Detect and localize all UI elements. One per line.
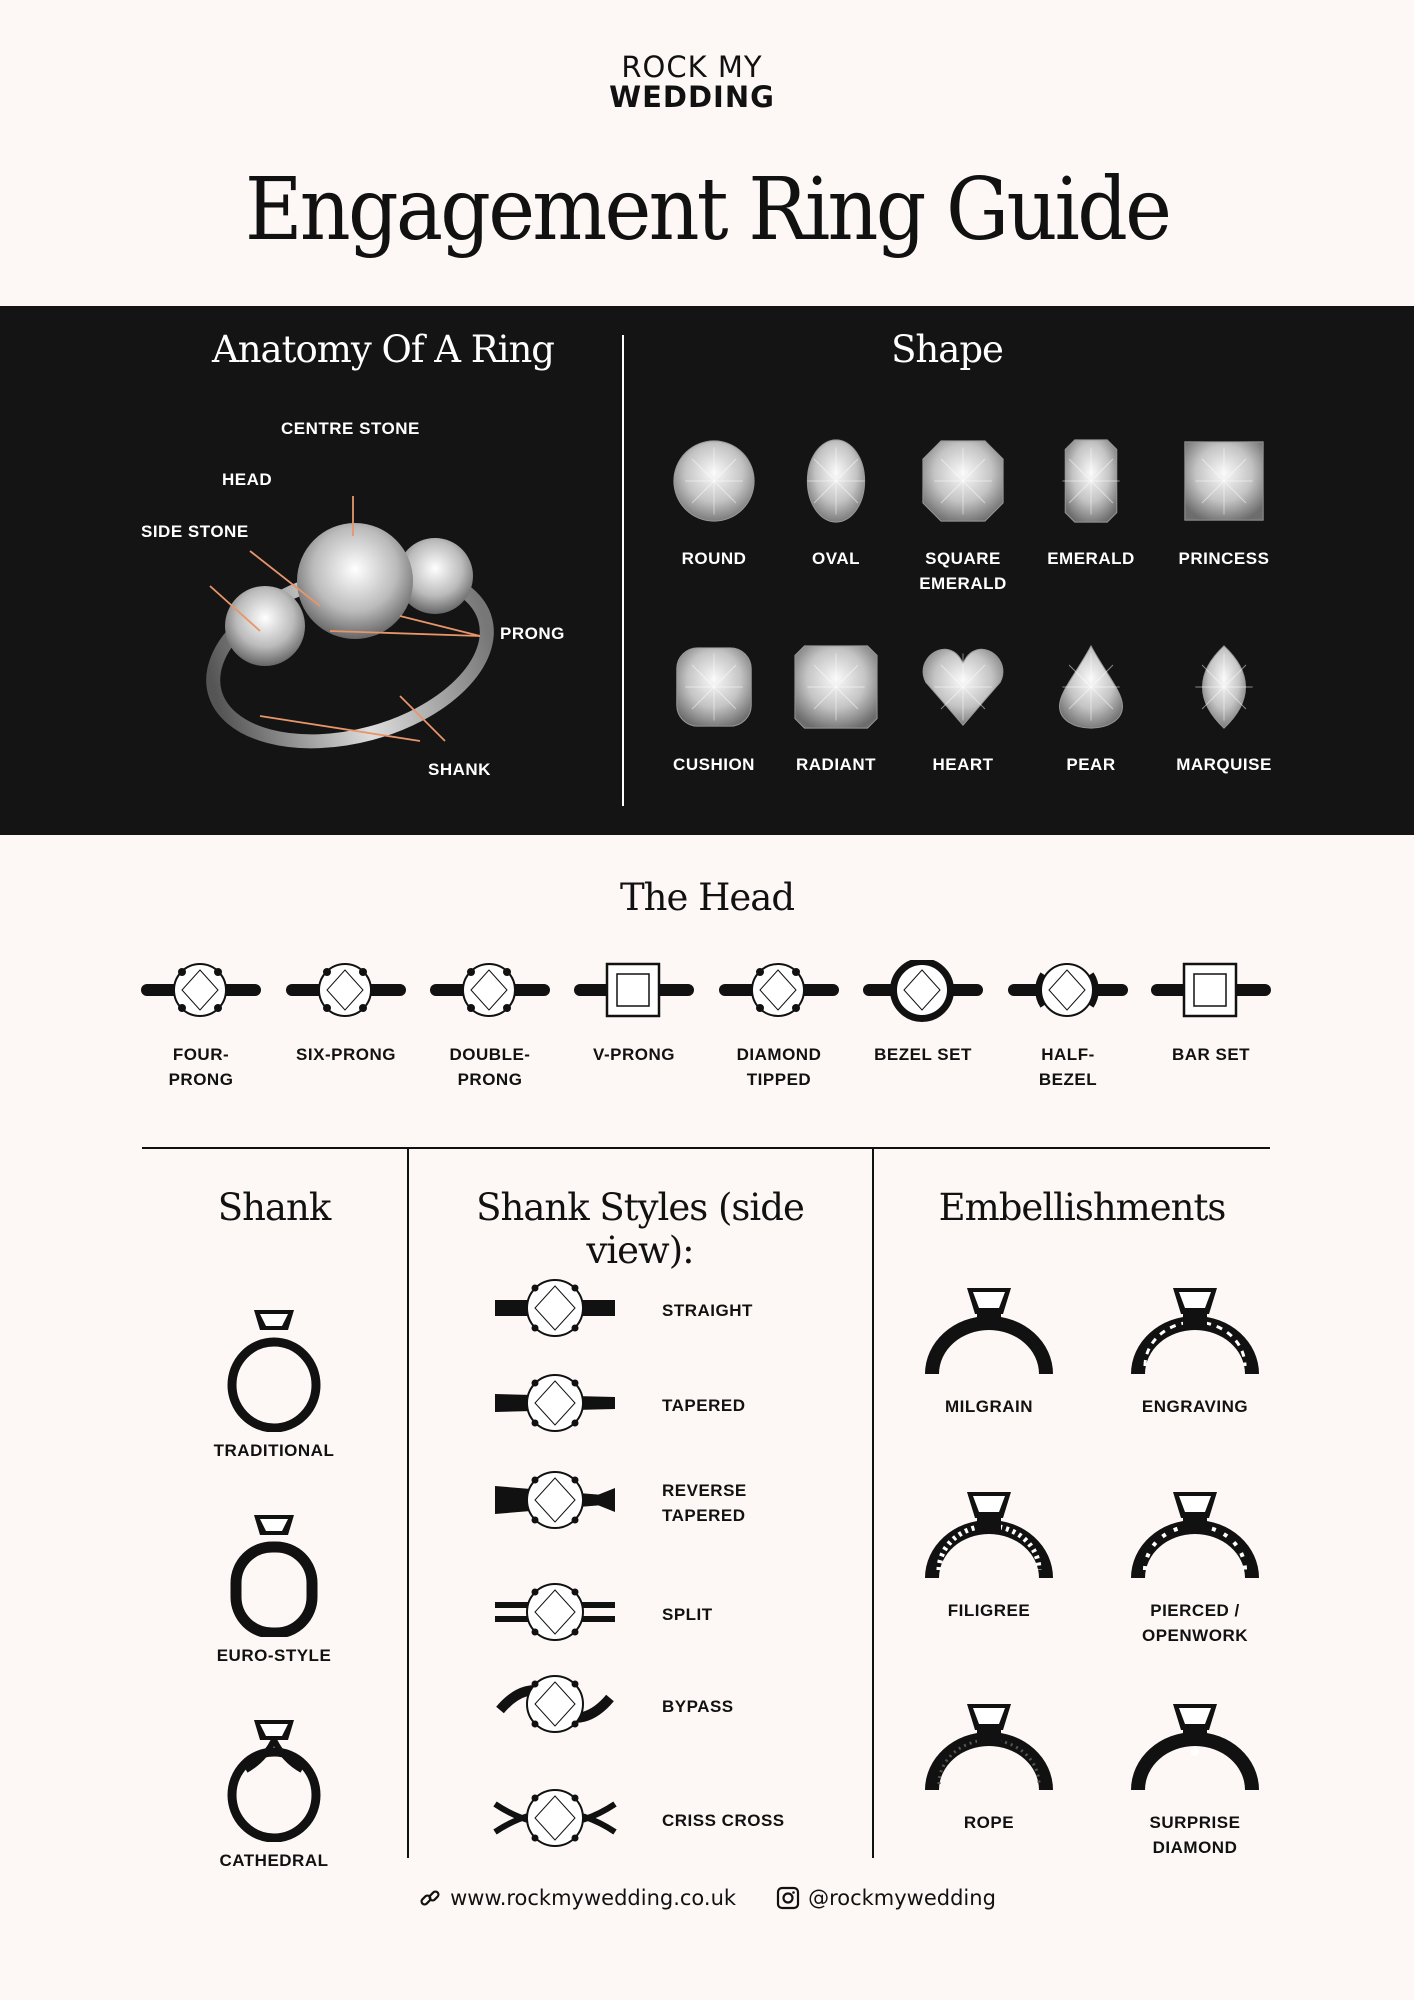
instagram-icon (776, 1886, 800, 1910)
round-gem-icon (671, 432, 757, 532)
double-prong-setting-icon (429, 960, 551, 1022)
shape-cushion (654, 638, 774, 777)
shape-emerald (1031, 432, 1151, 571)
shank-style-label: TAPERED (662, 1396, 746, 1415)
filigree-ring-icon (919, 1488, 1059, 1580)
oval-gem-icon (793, 432, 879, 532)
shank-title: Shank (217, 1186, 331, 1229)
shank-cathedral (184, 1710, 364, 1873)
shape-radiant (776, 638, 896, 777)
traditional-shank-icon (224, 1300, 324, 1432)
pear-gem-icon (1048, 638, 1134, 738)
shank-style-label: SPLIT (662, 1605, 713, 1624)
head-label: DOUBLE-PRONG (449, 1045, 531, 1089)
v-prong-setting-icon (573, 960, 695, 1022)
half-bezel-setting-icon (1007, 960, 1129, 1022)
straight-style-icon (480, 1274, 640, 1347)
embellishment-label: ENGRAVING (1141, 1397, 1249, 1416)
shape-label: SQUARE EMERALD (919, 549, 1007, 593)
square-emerald-gem-icon (920, 432, 1006, 532)
website-link[interactable] (418, 1886, 736, 1910)
embellishment-rope (919, 1700, 1059, 1835)
head-label: DIAMOND TIPPED (736, 1045, 822, 1089)
shape-label: CUSHION (673, 755, 755, 774)
instagram-link[interactable] (776, 1886, 996, 1910)
shape-heart (903, 638, 1023, 777)
shank-style-label: STRAIGHT (662, 1301, 753, 1320)
embellishment-label: ROPE (963, 1813, 1015, 1832)
engraving-ring-icon (1125, 1284, 1265, 1376)
embellishment-label: SURPRISE DIAMOND (1149, 1813, 1241, 1857)
criss-cross-style-icon (480, 1784, 640, 1857)
shank-euro-style (184, 1505, 364, 1668)
shank-style-straight (480, 1274, 822, 1347)
diamond-tipped-setting-icon (718, 960, 840, 1022)
shank-style-label: CRISS CROSS (662, 1811, 785, 1830)
shape-label: HEART (932, 755, 994, 774)
shape-label: EMERALD (1047, 549, 1135, 568)
embellishment-pierced (1125, 1488, 1265, 1648)
head-label: HALF-BEZEL (1038, 1045, 1098, 1089)
shank-style-label: REVERSE TAPERED (662, 1480, 747, 1525)
column-divider-1 (407, 1148, 409, 1858)
embellishment-engraving (1105, 1284, 1285, 1419)
link-icon (418, 1886, 442, 1910)
rope-ring-icon (919, 1700, 1059, 1792)
four-prong-setting-icon (140, 960, 262, 1022)
bar-set-setting-icon (1150, 960, 1272, 1022)
head-title: The Head (619, 876, 795, 919)
website-text: www.rockmywedding.co.uk (450, 1886, 737, 1910)
shape-square-emerald (913, 432, 1013, 596)
logo (0, 52, 1384, 112)
shape-title: Shape (891, 328, 1003, 371)
cushion-gem-icon (671, 638, 757, 738)
embellishment-milgrain (899, 1284, 1079, 1419)
footer (0, 1886, 1414, 1910)
embellishment-filigree (899, 1488, 1079, 1623)
embellishment-label: MILGRAIN (944, 1397, 1034, 1416)
embellishments-title: Embellishments (938, 1186, 1226, 1229)
princess-gem-icon (1181, 432, 1267, 532)
shape-round (654, 432, 774, 571)
head-diamond-tipped (718, 960, 840, 1092)
embellishment-label: FILIGREE (947, 1601, 1031, 1620)
cathedral-shank-icon (224, 1710, 324, 1842)
pierced-ring-icon (1125, 1488, 1265, 1580)
shape-label: OVAL (812, 549, 860, 568)
heart-gem-icon (920, 638, 1006, 738)
label-centre-stone: CENTRE STONE (281, 419, 420, 438)
head-label: SIX-PRONG (296, 1045, 396, 1064)
marquise-gem-icon (1181, 638, 1267, 738)
head-v-prong (573, 960, 695, 1067)
head-label: BEZEL SET (874, 1045, 972, 1064)
shape-pear (1031, 638, 1151, 777)
split-style-icon (480, 1578, 640, 1651)
reverse-tapered-style-icon (480, 1466, 640, 1539)
instagram-text: @rockmywedding (808, 1886, 996, 1910)
shank-style-split (480, 1578, 822, 1651)
shape-label: ROUND (681, 549, 747, 568)
shape-label: MARQUISE (1176, 755, 1272, 774)
logo-line-2: WEDDING (609, 80, 775, 114)
shank-styles-title: Shank Styles (side view): (476, 1186, 804, 1272)
head-bar-set (1150, 960, 1272, 1067)
head-bezel-set (862, 960, 984, 1067)
embellishment-label: PIERCED / OPENWORK (1142, 1601, 1248, 1645)
page-title: Engagement Ring Guide (244, 160, 1170, 260)
embellishment-surprise-diamond (1125, 1700, 1265, 1860)
head-double-prong (429, 960, 551, 1092)
radiant-gem-icon (793, 638, 879, 738)
shank-style-reverse-tapered (480, 1466, 762, 1539)
milgrain-ring-icon (919, 1284, 1059, 1376)
shape-label: RADIANT (796, 755, 876, 774)
shank-style-label: BYPASS (662, 1697, 734, 1716)
shank-style-criss-cross (480, 1784, 822, 1857)
surprise-diamond-ring-icon (1125, 1700, 1265, 1792)
section-divider (142, 1147, 1270, 1149)
bezel-set-setting-icon (862, 960, 984, 1022)
anatomy-title: Anatomy Of A Ring (212, 328, 554, 371)
logo-line-1: ROCK MY (621, 50, 763, 84)
emerald-gem-icon (1048, 432, 1134, 532)
shank-label: TRADITIONAL (213, 1441, 335, 1460)
label-head: HEAD (222, 470, 273, 489)
shank-label: CATHEDRAL (219, 1851, 329, 1870)
shape-label: PEAR (1066, 755, 1116, 774)
head-label: BAR SET (1171, 1045, 1251, 1064)
head-label: V-PRONG (593, 1045, 675, 1064)
label-prong: PRONG (500, 624, 565, 643)
shape-marquise (1164, 638, 1284, 777)
shape-label: PRINCESS (1178, 549, 1270, 568)
shank-label: EURO-STYLE (216, 1646, 332, 1665)
head-label: FOUR-PRONG (168, 1045, 234, 1089)
divider (622, 335, 624, 806)
label-shank: SHANK (428, 760, 491, 779)
column-divider-2 (872, 1148, 874, 1858)
head-six-prong (285, 960, 407, 1067)
anatomy-shape-band (0, 306, 1414, 835)
shank-style-tapered (480, 1369, 822, 1442)
label-side-stone: SIDE STONE (141, 522, 249, 541)
euro-style-shank-icon (224, 1505, 324, 1637)
head-half-bezel (1007, 960, 1129, 1092)
shank-traditional (184, 1300, 364, 1463)
shank-style-bypass (480, 1670, 822, 1743)
tapered-style-icon (480, 1369, 640, 1442)
six-prong-setting-icon (285, 960, 407, 1022)
ring-illustration (150, 456, 610, 786)
head-four-prong (140, 960, 262, 1092)
shape-oval (776, 432, 896, 571)
bypass-style-icon (480, 1670, 640, 1743)
shape-princess (1164, 432, 1284, 571)
